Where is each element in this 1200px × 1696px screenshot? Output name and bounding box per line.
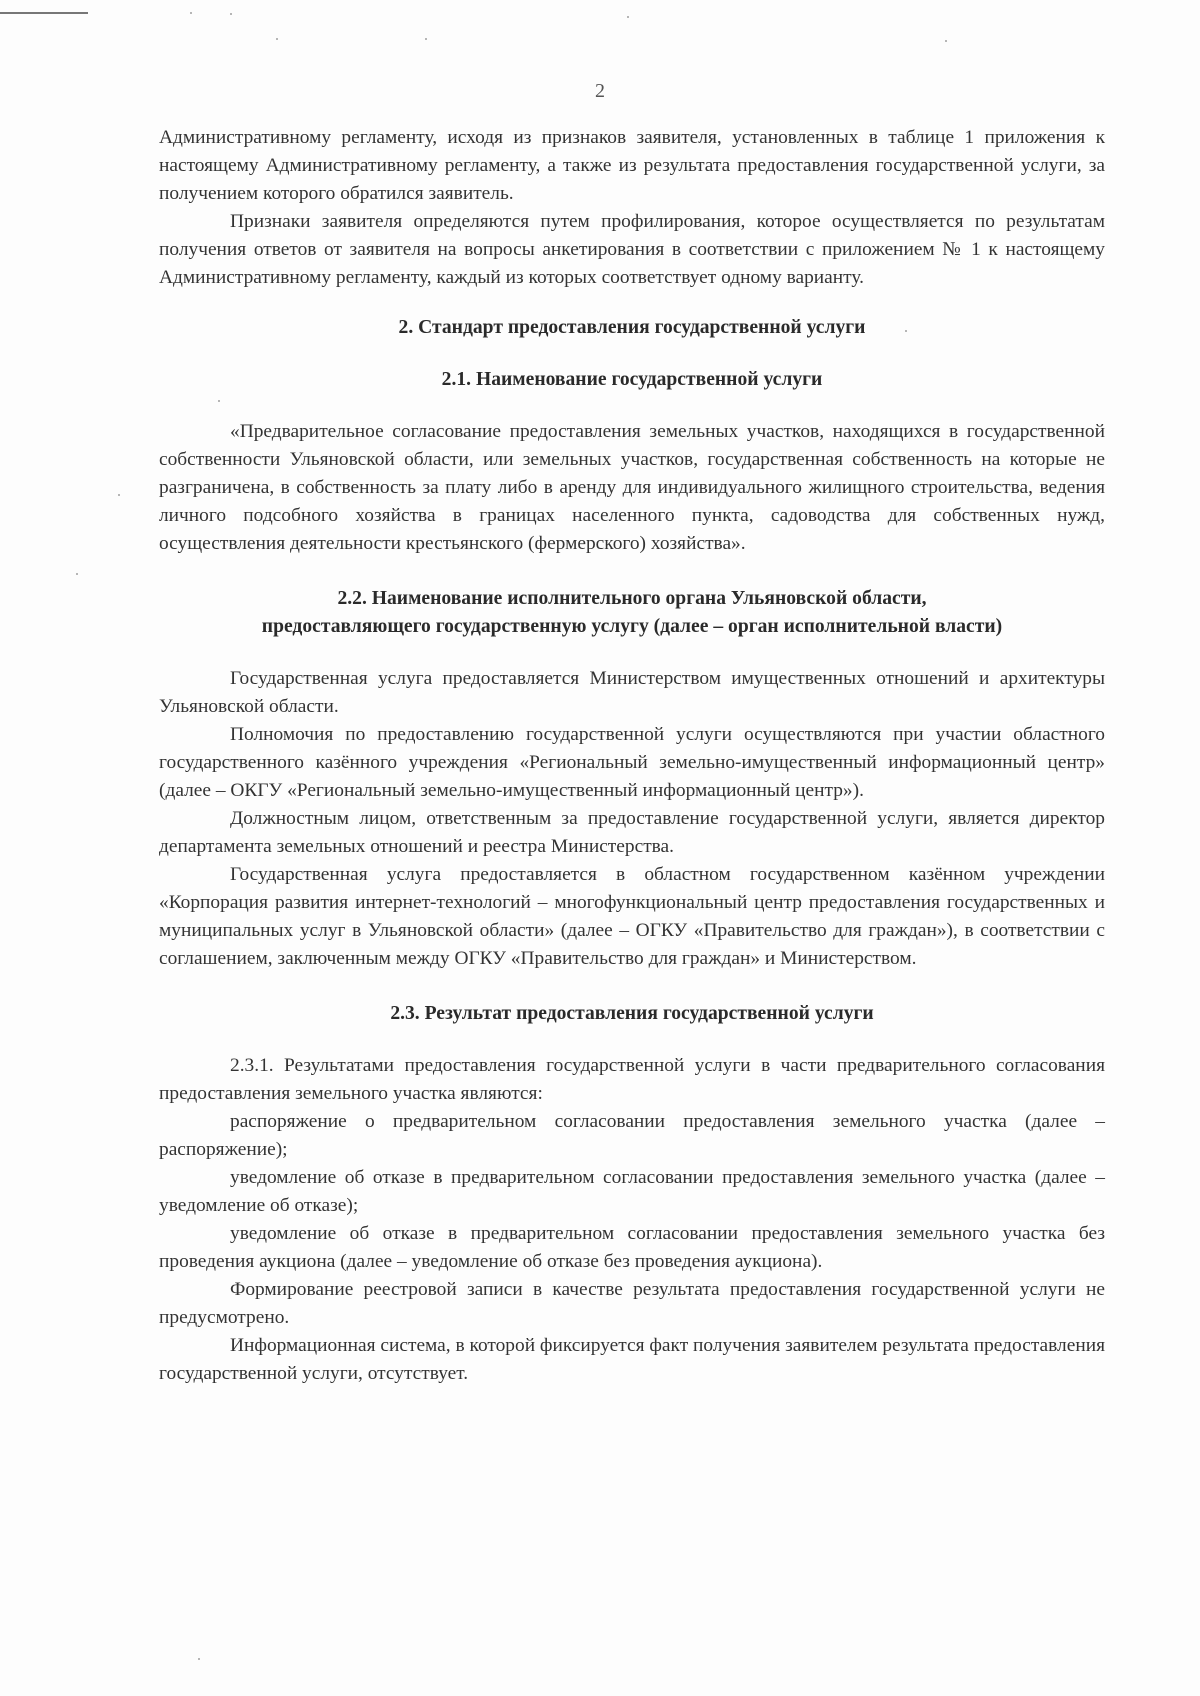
section-2-2-paragraph: Полномочия по предоставлению государственной услуги осуществляются при участии областного государственного казённого учреждения «Региональный земельно-имущественный информационный центр» (далее – ОКГУ «Региональный земельно-имущественный информационный центр»). — [159, 724, 1105, 801]
scan-speck — [118, 494, 120, 496]
scan-speck — [945, 40, 947, 42]
section-2-2-paragraph: Должностным лицом, ответственным за предоставление государственной услуги, является директор департамента земельных отношений и реестра Министерства. — [159, 808, 1105, 857]
section-2-1-heading: 2.1. Наименование государственной услуги — [441, 369, 823, 390]
section-2-3-paragraph: распоряжение о предварительном согласовании предоставления земельного участка (далее – распоряжение); — [159, 1111, 1105, 1160]
section-2-2-paragraph: Государственная услуга предоставляется в областном государственном казённом учреждении «Корпорация развития интернет-технологий – многофункциональный центр предоставления государственных и муниципальных услуг в Ульяновской области» (далее – ОГКУ «Правительство для граждан»), в соответствии с соглашением, заключенным между ОГКУ «Правительство для граждан» и Министерством. — [159, 864, 1105, 969]
scan-speck — [276, 38, 278, 40]
section-2-3-paragraph: уведомление об отказе в предварительном согласовании предоставления земельного участка (далее – уведомление об отказе); — [159, 1167, 1105, 1216]
scan-speck — [230, 13, 232, 15]
section-2-2-heading-line: 2.2. Наименование исполнительного органа Ульяновской области, — [337, 588, 927, 609]
scan-speck — [627, 16, 629, 18]
section-2-2-heading — [159, 585, 1105, 641]
scan-artifact-line — [0, 12, 88, 14]
section-2-heading: 2. Стандарт предоставления государственной услуги — [398, 317, 866, 338]
scan-speck — [190, 12, 192, 14]
scan-speck — [425, 38, 427, 40]
intro-paragraph: Признаки заявителя определяются путем профилирования, которое осуществляется по результатам получения ответов от заявителя на вопросы анкетирования в соответствии с приложением № 1 к настоящему Административному регламенту, каждый из которых соответствует одному варианту. — [159, 211, 1105, 288]
document-body — [159, 124, 1105, 1388]
section-2-3-paragraph: 2.3.1. Результатами предоставления государственной услуги в части предварительного согласования предоставления земельного участка являются: — [159, 1055, 1105, 1104]
section-2-2-heading-line: предоставляющего государственную услугу (далее – орган исполнительной власти) — [261, 616, 1003, 637]
section-2-3-paragraph: уведомление об отказе в предварительном согласовании предоставления земельного участка без проведения аукциона (далее – уведомление об отказе без проведения аукциона). — [159, 1223, 1105, 1272]
page-number: 2 — [595, 80, 605, 102]
service-name-paragraph: «Предварительное согласование предоставления земельных участков, находящихся в государственной собственности Ульяновской области, или земельных участков, государственная собственность на которые не разграничена, в собственность за плату либо в аренду для индивидуального жилищного строительства, ведения личного подсобного хозяйства в границах населенного пункта, садоводства для собственных нужд, осуществления деятельности крестьянского (фермерского) хозяйства». — [159, 421, 1105, 554]
section-2-2-paragraph: Государственная услуга предоставляется Министерством имущественных отношений и архитектуры Ульяновской области. — [159, 668, 1105, 717]
section-2-3-paragraph: Формирование реестровой записи в качестве результата предоставления государственной услуги не предусмотрено. — [159, 1279, 1105, 1328]
section-2-3-heading: 2.3. Результат предоставления государственной услуги — [390, 1003, 874, 1024]
scan-speck — [76, 573, 78, 575]
intro-paragraph: Административному регламенту, исходя из признаков заявителя, установленных в таблице 1 приложения к настоящему Административному регламенту, а также из результата предоставления государственной услуги, за получением которого обратился заявитель. — [159, 127, 1105, 204]
section-2-3-paragraph: Информационная система, в которой фиксируется факт получения заявителем результата предоставления государственной услуги, отсутствует. — [159, 1335, 1105, 1384]
scan-speck — [198, 1658, 200, 1660]
